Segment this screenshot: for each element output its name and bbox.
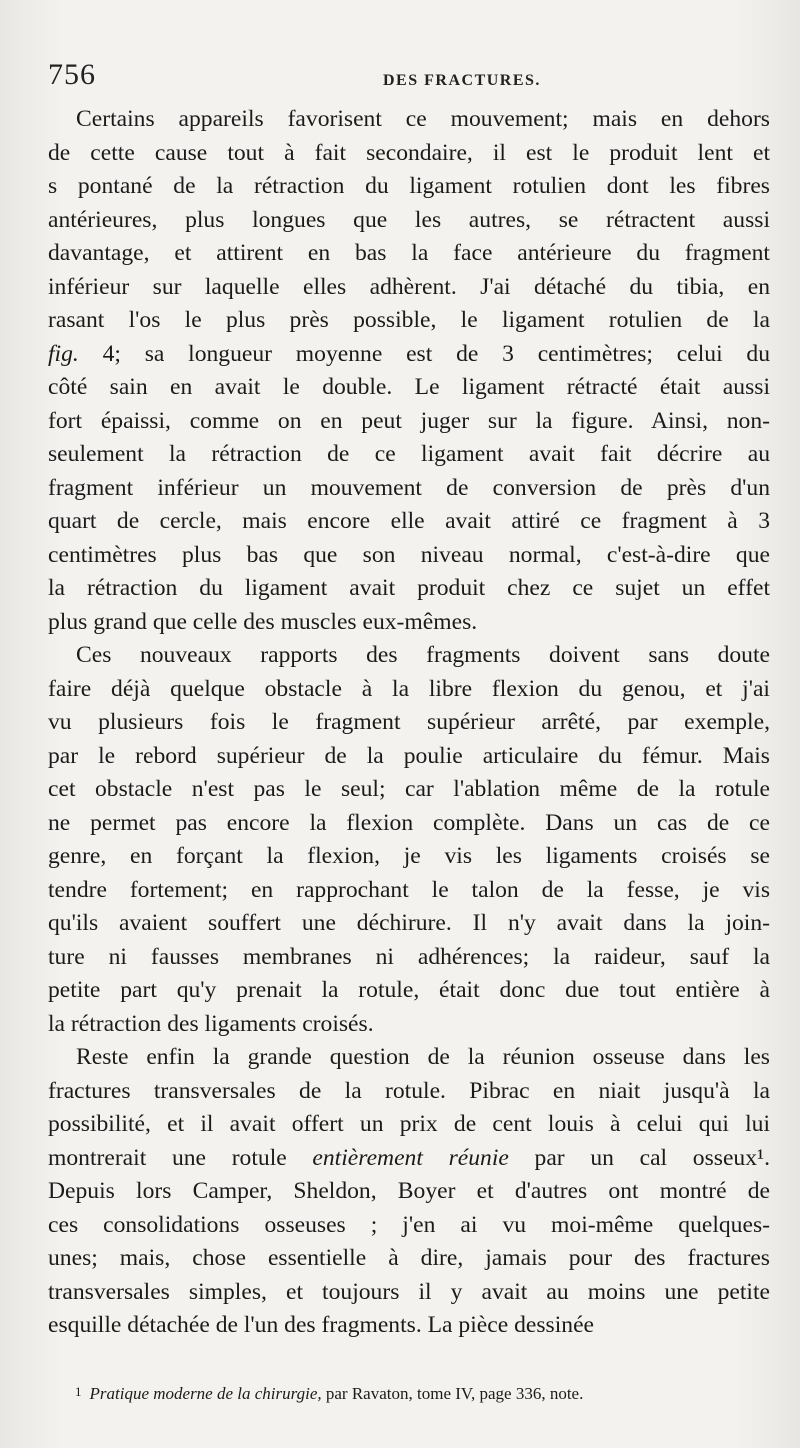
text-line: rasant l'os le plus près possible, le ligament rotulien de la — [48, 307, 770, 333]
text-line: vu plusieurs fois le fragment supérieur arrêté, par exemple, — [48, 709, 770, 735]
text-line: Depuis lors Camper, Sheldon, Boyer et d'autres ont montré de — [48, 1178, 770, 1204]
text-line: fort épaissi, comme on en peut juger sur la figure. Ainsi, non- — [48, 407, 770, 434]
text-line: fig. 4; sa longueur moyenne est de 3 centimètres; celui du — [48, 340, 770, 367]
text-line: Ces nouveaux rapports des fragments doivent sans doute — [76, 642, 770, 668]
footnote-text: par Ravaton, tome IV, page 336, note. — [321, 1384, 584, 1403]
text-line: seulement la rétraction de ce ligament avait fait décrire au — [48, 441, 770, 467]
text-line: la rétraction des ligaments croisés. — [48, 1010, 374, 1037]
text-line: inférieur sur laquelle elles adhèrent. J'ai détaché du tibia, en — [48, 273, 770, 300]
footnote — [75, 1380, 770, 1406]
text-line: transversales simples, et toujours il y avait au moins une petite — [48, 1278, 770, 1305]
body-text — [48, 103, 770, 1343]
text-line: ne permet pas encore la flexion complète. Dans un cas de ce — [48, 809, 770, 836]
text-line: antérieures, plus longues que les autres, se rétractent aussi — [48, 206, 770, 233]
text-line: Certains appareils favorisent ce mouvement; mais en dehors — [76, 106, 770, 132]
text-line: ture ni fausses membranes ni adhérences; la raideur, sauf la — [48, 943, 770, 970]
text-line: centimètres plus bas que son niveau normal, c'est-à-dire que — [48, 541, 770, 568]
text-line: esquille détachée de l'un des fragments. La pièce dessinée — [48, 1312, 595, 1338]
text-line: de cette cause tout à fait secondaire, il est le produit lent et — [48, 139, 770, 166]
text-line: qu'ils avaient souffert une déchirure. Il n'y avait dans la join- — [48, 910, 770, 936]
text-line: possibilité, et il avait offert un prix de cent louis à celui qui lui — [48, 1111, 770, 1137]
text-line: unes; mais, chose essentielle à dire, jamais pour des fractures — [48, 1245, 770, 1271]
text-line: la rétraction du ligament avait produit chez ce sujet un effet — [48, 575, 770, 601]
text-line: ces consolidations osseuses ; j'en ai vu moi-même quelques- — [48, 1211, 770, 1238]
text-line: montrerait une rotule entièrement réunie par un cal osseux¹. — [48, 1144, 770, 1171]
text-line: genre, en forçant la flexion, je vis les ligaments croisés se — [48, 843, 770, 869]
page-number: 756 — [48, 58, 96, 91]
text-line: Reste enfin la grande question de la réunion osseuse dans les — [76, 1044, 770, 1070]
footnote-number: 1 — [75, 1384, 82, 1399]
running-head: DES FRACTURES. — [383, 72, 541, 89]
text-line: fractures transversales de la rotule. Pibrac en niait jusqu'à la — [48, 1077, 770, 1104]
text-line: davantage, et attirent en bas la face antérieure du fragment — [48, 240, 770, 266]
footnote-title: Pratique moderne de la chirurgie, — [89, 1384, 322, 1403]
text-line: plus grand que celle des muscles eux-mêmes. — [48, 608, 478, 635]
text-line: par le rebord supérieur de la poulie articulaire du fémur. Mais — [48, 742, 770, 769]
text-line: s pontané de la rétraction du ligament rotulien dont les fibres — [48, 173, 770, 199]
page-header — [48, 58, 760, 98]
text-line: cet obstacle n'est pas le seul; car l'ablation même de la rotule — [48, 776, 770, 802]
text-line: petite part qu'y prenait la rotule, était donc due tout entière à — [48, 977, 770, 1003]
text-line: côté sain en avait le double. Le ligament rétracté était aussi — [48, 374, 770, 400]
text-line: fragment inférieur un mouvement de conversion de près d'un — [48, 474, 770, 501]
text-line: tendre fortement; en rapprochant le talon de la fesse, je vis — [48, 876, 770, 903]
text-line: quart de cercle, mais encore elle avait attiré ce fragment à 3 — [48, 508, 770, 534]
text-line: faire déjà quelque obstacle à la libre flexion du genou, et j'ai — [48, 675, 770, 702]
